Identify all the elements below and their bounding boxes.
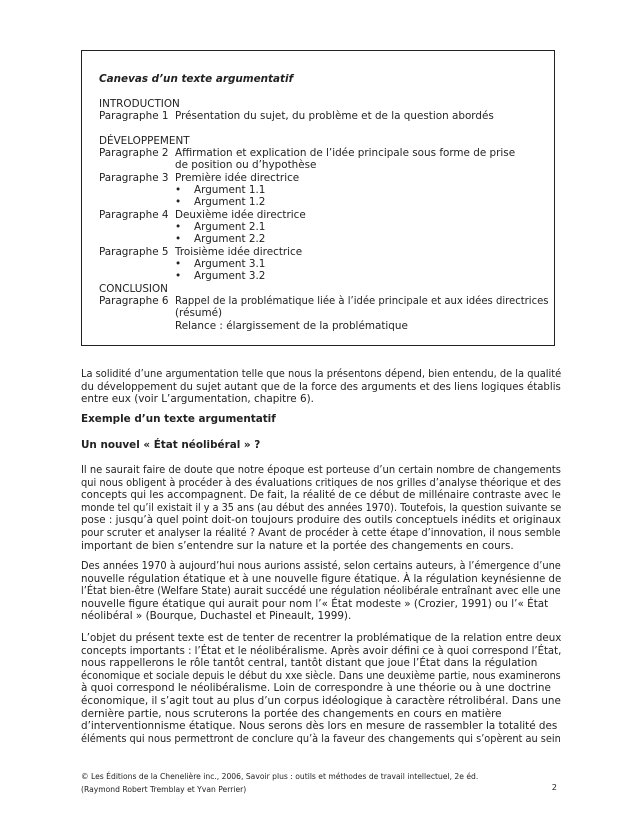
text-line: éléments qui nous permettront de conclure qu’à la faveur des changements qui s’opèrent au sein <box>81 732 561 745</box>
section-conclusion: CONCLUSION <box>99 283 168 295</box>
argument-3-2-text: Argument 3.2 <box>194 270 266 282</box>
argument-1-2-text: Argument 1.2 <box>194 196 266 208</box>
paragraph-3 <box>81 632 561 745</box>
text-line: nous rappellerons le rôle tantôt central, tantôt distant que joue l’État dans la régulation <box>81 657 538 670</box>
text-line: entre eux (voir L’argumentation, chapitre 6). <box>81 393 314 406</box>
text-line: nouvelle régulation étatique et à une nouvelle figure étatique. À la régulation keynésienne de <box>81 572 562 585</box>
paragraph-2-label: Paragraphe 2 <box>99 147 169 159</box>
example-heading: Exemple d’un texte argumentatif <box>81 413 276 425</box>
paragraph-5-label: Paragraphe 5 <box>99 246 169 258</box>
paragraph-4-label: Paragraphe 4 <box>99 209 169 221</box>
article-title: Un nouvel « État néolibéral » ? <box>81 439 261 451</box>
text-line: dernière partie, nous scruterons la portée des changements en cours en matière <box>81 707 502 720</box>
paragraph-6-text: Rappel de la problématique liée à l’idée principale et aux idées directrices <box>175 295 549 307</box>
paragraph-5-text: Troisième idée directrice <box>175 246 303 258</box>
paragraph-1-text: Présentation du sujet, du problème et de la question abordés <box>175 110 494 122</box>
footer-copyright: © Les Éditions de la Chenelière inc., 2006, Savoir plus : outils et méthodes de travail intellectuel, 2e éd. <box>81 771 479 781</box>
section-introduction: INTRODUCTION <box>99 98 180 110</box>
section-developpement: DÉVELOPPEMENT <box>99 135 190 147</box>
paragraph-2-text: Affirmation et explication de l’idée principale sous forme de prise <box>175 147 516 159</box>
paragraph-1 <box>81 464 561 552</box>
text-line: économique et sociale depuis le début du xxe siècle. Dans une deuxième partie, nous examinerons <box>81 669 561 682</box>
argument-2-1: • Argument 2.1 <box>175 221 266 233</box>
intro-paragraph <box>81 368 561 406</box>
argument-1-2: • Argument 1.2 <box>175 196 266 208</box>
paragraph-3-label: Paragraphe 3 <box>99 172 169 184</box>
text-line: Il ne saurait faire de doute que notre époque est porteuse d’un certain nombre de changements <box>81 464 561 476</box>
page-number: 2 <box>551 782 557 792</box>
paragraph-2-text-continued: de position ou d’hypothèse <box>175 159 317 171</box>
text-line: monde tel qu’il existait il y a 35 ans (au début des années 1970). Toutefois, la question suivante se <box>81 501 562 514</box>
text-line: l’État bien-être (Welfare State) aurait succédé une régulation néolibérale entraînant avec elle une <box>81 585 561 598</box>
paragraph-1-label: Paragraphe 1 <box>99 110 169 122</box>
text-line: important de bien s’entendre sur la nature et la portée des changements en cours. <box>81 539 514 552</box>
paragraph-2 <box>81 560 561 623</box>
argument-2-2-text: Argument 2.2 <box>194 233 266 245</box>
paragraph-3-text: Première idée directrice <box>175 172 300 184</box>
argument-3-2: • Argument 3.2 <box>175 270 266 282</box>
footer-authors: (Raymond Robert Tremblay et Yvan Perrier) <box>81 783 247 794</box>
text-line: pour scruter et analyser la réalité ? Avant de procéder à cette étape d’innovation, il nous semble <box>81 526 561 539</box>
argument-2-2: • Argument 2.2 <box>175 233 266 245</box>
text-line: néolibéral » (Bourque, Duchastel et Pineault, 1999). <box>81 610 352 623</box>
argument-1-1: • Argument 1.1 <box>175 184 266 196</box>
text-line: du développement du sujet autant que de la force des arguments et des liens logiques établis <box>81 380 561 393</box>
text-line: concepts importants : l’État et le néolibéralisme. Après avoir défini ce à quoi correspond l’État, <box>81 644 562 657</box>
text-line: concepts qui les accompagnent. De fait, la réalité de ce début de millénaire contraste avec le <box>81 489 561 502</box>
argument-1-1-text: Argument 1.1 <box>194 184 266 196</box>
paragraph-4-text: Deuxième idée directrice <box>175 209 306 221</box>
text-line: L’objet du présent texte est de tenter de recentrer la problématique de la relation entre deux <box>81 632 562 644</box>
paragraph-6-label: Paragraphe 6 <box>99 295 169 307</box>
canvas-box <box>81 50 555 346</box>
text-line: économique, il s’agit tout au plus d’un corpus idéologique à caractère rétrolibéral. Dans une <box>81 694 561 707</box>
paragraph-6-relance: Relance : élargissement de la problématique <box>175 320 408 332</box>
text-line: à quoi correspond le néolibéralisme. Loin de correspondre à une théorie ou à une doctrine <box>81 682 551 695</box>
text-line: d’interventionnisme étatique. Nous serons dès lors en mesure de rassembler la totalité des <box>81 720 558 733</box>
text-line: nouvelle figure étatique qui aurait pour nom l’« État modeste » (Crozier, 1991) ou l’« État <box>81 597 549 610</box>
text-line: Des années 1970 à aujourd’hui nous aurions assisté, selon certains auteurs, à l’émergence d’une <box>81 560 561 572</box>
argument-3-1-text: Argument 3.1 <box>194 258 266 270</box>
canvas-title: Canevas d’un texte argumentatif <box>99 73 294 85</box>
text-line: qui nous obligent à procéder à des évaluations critiques de nos grilles d’analyse théorique et des <box>81 476 562 489</box>
text-line: La solidité d’une argumentation telle que nous la présentons dépend, bien entendu, de la qualité <box>81 368 562 380</box>
footer <box>81 770 561 795</box>
paragraph-6-text-continued: (résumé) <box>175 307 223 319</box>
text-line: pose : jusqu’à quel point doit-on toujours produire des outils conceptuels inédits et originaux <box>81 514 562 527</box>
argument-3-1: • Argument 3.1 <box>175 258 266 270</box>
argument-2-1-text: Argument 2.1 <box>194 221 266 233</box>
